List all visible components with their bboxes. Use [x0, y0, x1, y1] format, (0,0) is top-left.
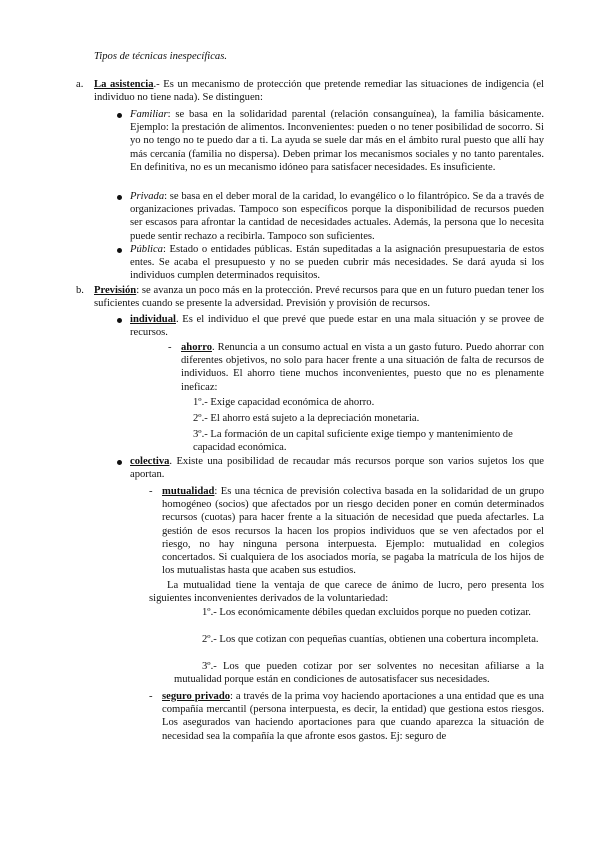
privada-term: Privada [130, 191, 165, 202]
mutualidad-point-1: 1º.- Los económicamente débiles quedan excluidos porque no pueden cotizar. [202, 607, 531, 618]
mutualidad-extra: La mutualidad tiene la ventaja de que carece de ánimo de lucro, pero presenta los siguientes inconvenientes derivados de la voluntariedad: [149, 580, 544, 605]
mutualidad-point-2: 2º.- Los que cotizan con pequeñas cuantías, obtienen una cobertura incompleta. [202, 634, 539, 645]
bullet-icon [117, 113, 122, 118]
seguro-text: : a través de la prima voy haciendo aportaciones a una entidad que es una compañía mercantil (persona interpuesta, es decir, la entidad) que gestiona estos riesgos. Los asegurados van haciendo aportaciones para que cuando aparezca la situación de necesidad sea la compañía la que afronte esos gastos. Ej: seguro de [162, 691, 544, 742]
ahorro-item [181, 341, 544, 394]
seguro-item [162, 690, 544, 743]
mutualidad-item [162, 485, 544, 577]
publica-text: : Estado o entidades públicas. Están supeditadas a la asignación presupuestaria de estos entes. Se acaba el presupuesto y no se pueden cubrir más necesidades. Se dará ayuda si los individuos cumplen determinados requisitos. [130, 244, 544, 282]
section-b-intro-text: : se avanza un poco más en la protección. Prevé recursos para que en un futuro puedan tener los suficientes cuando se presente la adversidad. Previsión y provisión de recursos. [94, 285, 544, 310]
mutualidad-dash: - [149, 486, 153, 497]
privada-text: : se basa en el deber moral de la caridad, lo evangélico o lo filantrópico. Se da a través de organizaciones privadas. Tampoco son específicos porque la disponibilidad de recursos pueden ser escasos para afrontar la cantidad de necesidades actuales. Además, la persona que lo necesita puede sentir rechazo a recibirla. Tampoco son suficientes. [130, 191, 544, 242]
mutualidad-point-3: 3º.- Los que pueden cotizar por ser solventes no necesitan afiliarse a la mutualidad porque están en condiciones de autosatisfacer sus necesidades. [174, 661, 544, 686]
bullet-icon [117, 248, 122, 253]
publica-term: Pública [130, 244, 163, 255]
individual-item [130, 313, 544, 339]
colectiva-item [130, 455, 544, 481]
bullet-icon [117, 318, 122, 323]
section-a-marker: a. [76, 79, 84, 90]
ahorro-point-1: 1º.- Exige capacidad económica de ahorro. [193, 397, 375, 408]
section-b-title: Previsión [94, 285, 137, 296]
ahorro-point-2: 2º.- El ahorro está sujeto a la depreciación monetaria. [193, 413, 420, 424]
bullet-icon [117, 195, 122, 200]
individual-term: individual [130, 314, 176, 325]
seguro-dash: - [149, 691, 153, 702]
section-b-marker: b. [76, 285, 84, 296]
ahorro-dash: - [168, 342, 172, 353]
section-a-intro-text: .- Es un mecanismo de protección que pretende remediar las situaciones de indigencia (el individuo no tiene nada). Se distinguen: [94, 79, 544, 104]
asistencia-privada-item [130, 190, 544, 243]
familiar-text: : se basa en la solidaridad parental (relación consanguínea), la familia básicamente. Ejemplo: la prestación de alimentos. Inconvenientes: pueden o no tener posibilidad de socorro. Si yo no tengo no te puedo dar a ti. La ayuda se suele dar más en el ámbito rural puesto que allí hay más cercanía (familia no dispersa). Deben primar los mecanismos sociales y no tanto parentales. En definitiva, no es un mecanismo idóneo para satisfacer necesidades. Es insuficiente. [130, 109, 544, 173]
section-a-title: La asistencia [94, 79, 154, 90]
page-heading: Tipos de técnicas inespecíficas. [94, 51, 227, 62]
asistencia-publica-item [130, 243, 544, 283]
bullet-icon [117, 460, 122, 465]
colectiva-text: . Existe una posibilidad de recaudar más recursos porque son varios sujetos los que aportan. [130, 456, 544, 481]
seguro-term: seguro privado [162, 691, 231, 702]
ahorro-text: . Renuncia a un consumo actual en vista a un gasto futuro. Puedo ahorrar con diferentes objetivos, no solo para hacer frente a una situación de falta de recursos de individuos. El ahorro tiene muchos inconvenientes, puesto que no es plenamente ineficaz: [181, 342, 544, 393]
colectiva-term: colectiva [130, 456, 170, 467]
mutualidad-text: : Es una técnica de previsión colectiva basada en la solidaridad de un grupo homogéneo (socios) que afectados por un riesgo deciden poner en común determinados recursos (cuotas) para hacer frente a la situación de necesidad que pueda afectarles. La gestión de esos recursos la hacen los propios individuos que se ven afectados por el riesgo, no hay ninguna persona interpuesta. Ejemplo: mutualidad en colegios concertados. Si cualquiera de los asociados moría, se pagaba la matrícula de los hijos de los mutualistas hasta que acaben sus estudios. [162, 486, 544, 577]
individual-text: . Es el individuo el que prevé que puede estar en una mala situación y se provee de recursos. [130, 314, 544, 339]
mutualidad-term: mutualidad [162, 486, 215, 497]
section-a-intro [94, 78, 544, 104]
section-b-intro [94, 284, 544, 310]
ahorro-point-3: 3º.- La formación de un capital suficiente exige tiempo y mantenimiento de capacidad económica. [193, 429, 513, 454]
asistencia-familiar-item [130, 108, 544, 174]
familiar-term: Familiar [130, 109, 168, 120]
ahorro-term: ahorro [181, 342, 212, 353]
